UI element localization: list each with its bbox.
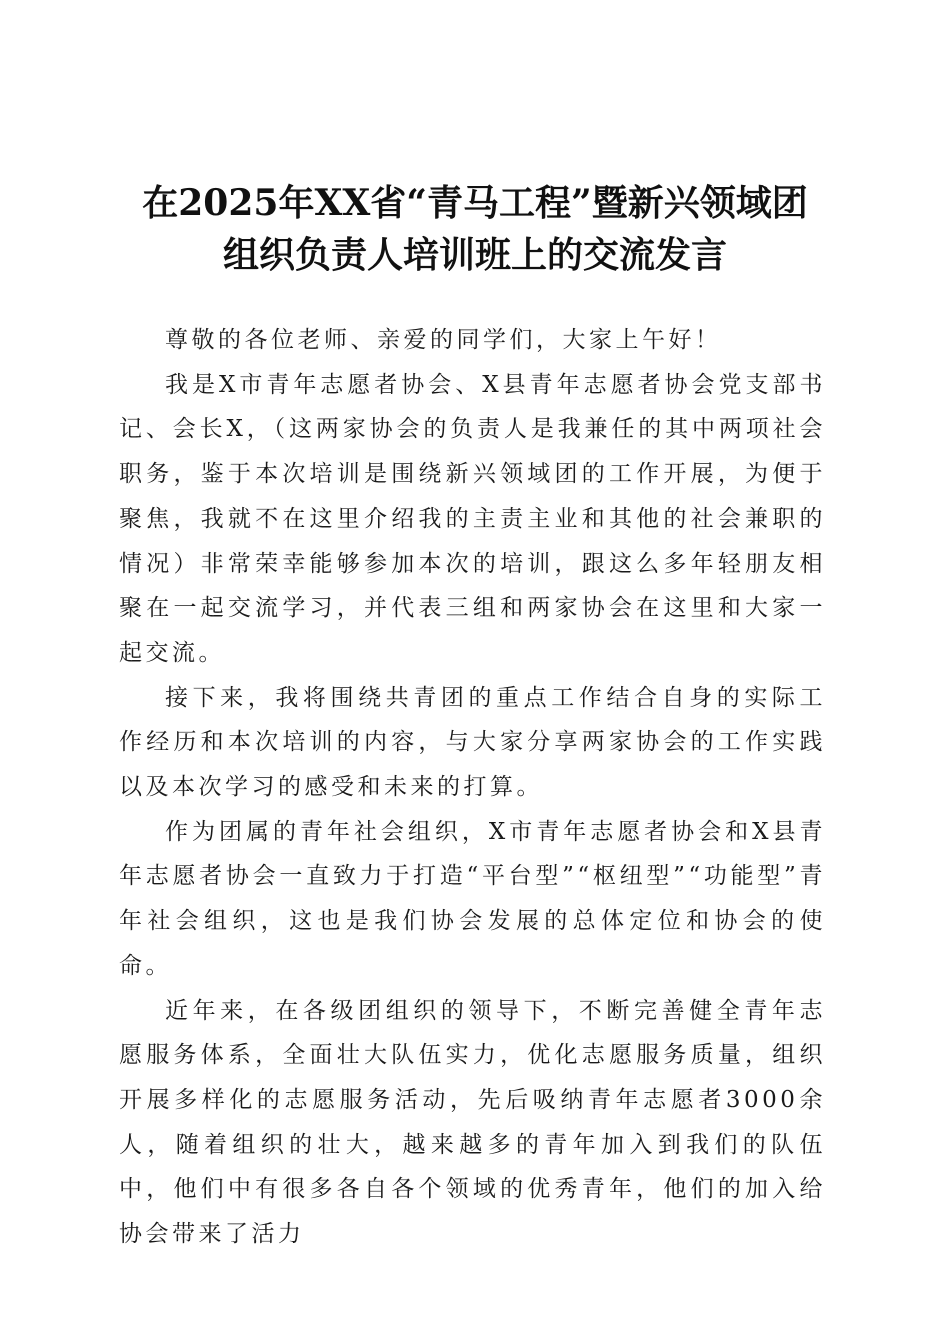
title-line-2: 组织负责人培训班上的交流发言: [222, 234, 727, 276]
document-title: [100, 177, 850, 281]
paragraph-introduction: 我是X市青年志愿者协会、X县青年志愿者协会党支部书记、会长X，（这两家协会的负责人是我兼任的其中两项社会职务，鉴于本次培训是围绕新兴领域团的工作开展，为便于聚焦，我就不在这里介绍我的主责主业和其他的社会兼职的情况）非常荣幸能够参加本次的培训，跟这么多年轻朋友相聚在一起交流学习，并代表三组和两家协会在这里和大家一起交流。: [119, 371, 826, 666]
paragraph-positioning: 作为团属的青年社会组织，X市青年志愿者协会和X县青年志愿者协会一直致力于打造“平台型”“枢纽型”“功能型”青年社会组织，这也是我们协会发展的总体定位和协会的使命。: [119, 818, 826, 979]
paragraph-outline: 接下来，我将围绕共青团的重点工作结合自身的实际工作经历和本次培训的内容，与大家分享两家协会的工作实践以及本次学习的感受和未来的打算。: [119, 684, 826, 801]
title-line-1: 在2025年XX省“青马工程”暨新兴领域团: [142, 182, 808, 224]
paragraph-achievements: 近年来，在各级团组织的领导下，不断完善健全青年志愿服务体系，全面壮大队伍实力，优化志愿服务质量，组织开展多样化的志愿服务活动，先后吸纳青年志愿者3000余人，随着组织的壮大，越来越多的青年加入到我们的队伍中，他们中有很多各自各个领域的优秀青年，他们的加入给协会带来了活力: [119, 997, 826, 1248]
document-body: [119, 318, 826, 1257]
paragraph-greeting: 尊敬的各位老师、亲爱的同学们，大家上午好！: [165, 327, 722, 353]
